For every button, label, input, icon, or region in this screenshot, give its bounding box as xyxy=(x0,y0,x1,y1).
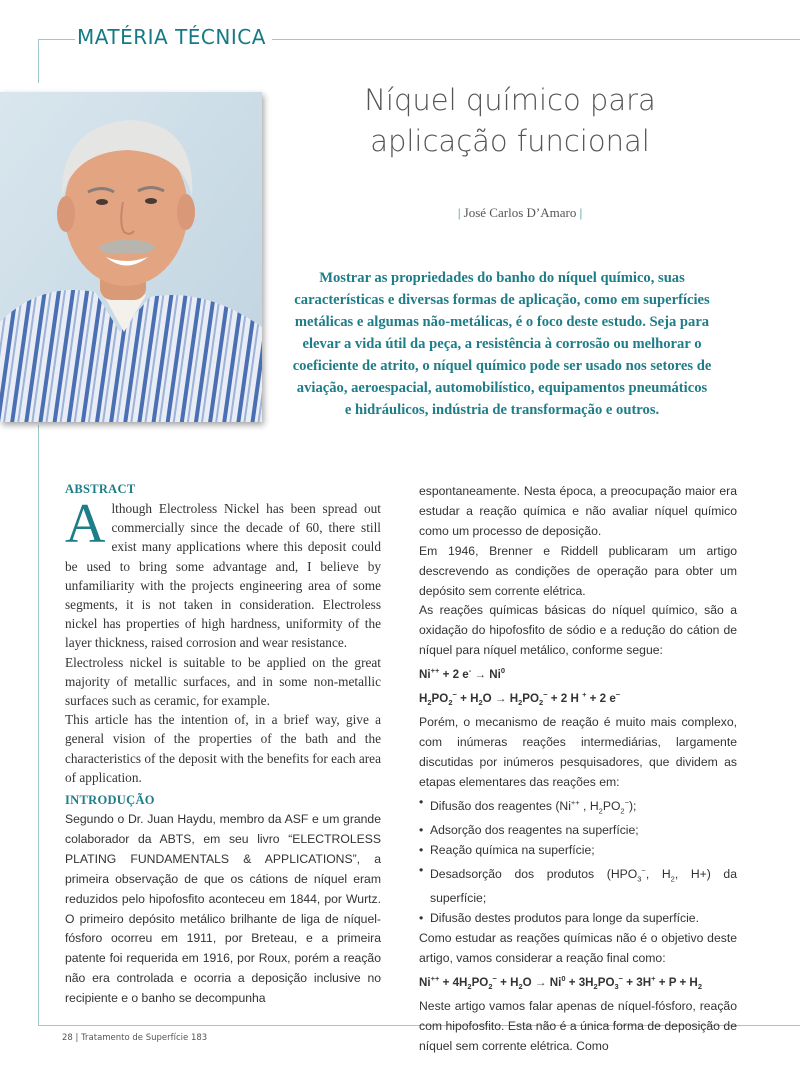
lead-paragraph: Mostrar as propriedades do banho do níquel químico, suas características e diversas formas de aplicação, como em superfícies metálicas e algumas não-metálicas, é o foco deste estudo. Seja para elevar a vida útil da peça, a resistência à corrosão ou melhorar o coeficiente de atrito, o níquel químico pode ser usado nos setores de aviação, aeroespacial, automobilístico, equipamentos pneumáticos e hidráulicos, indústria de transformação e outros. xyxy=(292,270,712,418)
section-label: MATÉRIA TÉCNICA xyxy=(75,25,272,49)
article-title xyxy=(300,80,720,162)
reaction-hypophosphite-oxidation: $H_2PO_2^- + H_2O \to H_2PO_2^- + 2$ H + + 2 e− xyxy=(419,690,621,708)
abstract-heading: ABSTRACT xyxy=(65,482,136,496)
left-column xyxy=(65,482,381,1009)
right-column xyxy=(419,482,737,1057)
frame-rule-left xyxy=(38,425,39,1025)
title-line-2: aplicação funcional xyxy=(370,124,650,158)
author-name: José Carlos D’Amaro xyxy=(463,205,577,220)
list-item: • Adsorção dos reagentes na superfície; xyxy=(419,821,737,841)
reaction-final: $Ni^{++} + 4H_2PO_2^- + H_2O \to Ni^0 + 3H_2PO_3^- + 3H^+ + P + H_2$ xyxy=(419,974,702,992)
body-paragraph-5: Como estudar as reações químicas não é o objetivo deste artigo, vamos considerar a reação final como: xyxy=(419,931,737,966)
drop-cap: A xyxy=(65,493,106,555)
body-paragraph-3: As reações químicas básicas do níquel químico, são a oxidação do hipofosfito de sódio e a redução do cátion de níquel para níquel metálico, conforme segue: xyxy=(419,603,737,658)
list-item: • Desadsorção dos produtos ($HPO_3^-$, $H_2$, H+) da superfície; xyxy=(419,861,737,909)
author-byline xyxy=(380,205,660,221)
byline-bar-left: | xyxy=(457,205,461,220)
author-photo xyxy=(0,92,262,422)
body-paragraph-4: Porém, o mecanismo de reação é muito mais complexo, com inúmeras reações intermediárias, largamente discutidas por inúmeros pesquisadores, que dividem as etapas elementares das reações em: xyxy=(419,715,737,789)
abstract-paragraph-1-text: lthough Electroless Nickel has been spread out commercially since the decade of 60, there still exist many applications where this deposit could be used to bring some advantage and, I believe by unfamiliarity with the projects engineering area of some segments, it is not taken in consideration. Electroless nickel has properties of high hardness, uniformity of the layer thickness, raised corrosion and wear resistance. xyxy=(65,501,381,651)
body-paragraph-2: Em 1946, Brenner e Riddell publicaram um artigo descrevendo as condições de operação para obter um depósito sem corrente elétrica. xyxy=(419,543,737,598)
list-item: • Difusão dos reagentes (Ni++ , $H_2PO_2^-$); xyxy=(419,793,737,821)
introducao-paragraph-1: Segundo o Dr. Juan Haydu, membro da ASF e um grande colaborador da ABTS, em seu livro “ELECTROLESS PLATING FUNDAMENTALS & APPLICATIONS”, a primeira observação de que os cátions de níquel eram reduzidos pelo hipofosfito aconteceu em 1844, por Wurtz. O primeiro depósito metálico brilhante de liga de níquel-fósforo ocorreu em 1911, por Breteau, e a primeira patente foi requerida em 1916, por Roux, porém a reação não era controlada e ocorria a deposição inclusive no recipiente e o banho se decompunha xyxy=(65,812,381,1006)
title-line-1: Níquel químico para xyxy=(364,83,656,117)
body-paragraph-1: espontaneamente. Nesta época, a preocupação maior era estudar a reação química e não avaliar níquel químico como um processo de deposição. xyxy=(419,484,737,538)
abstract-paragraph-2: Electroless nickel is suitable to be applied on the great majority of metallic surfaces, and in some non-metallic surfaces such as ceramic, for example. xyxy=(65,654,381,709)
reaction-steps-list xyxy=(419,793,737,929)
introducao-heading: INTRODUÇÃO xyxy=(65,793,155,808)
abstract-paragraph-1 xyxy=(65,493,381,653)
abstract-paragraph-3: This article has the intention of, in a brief way, give a general vision of the properties of the bath and the characteristics of the deposit with the benefits for each area of application. xyxy=(65,712,381,785)
header-rule-left xyxy=(38,39,39,83)
byline-bar-right: | xyxy=(579,205,583,220)
body-paragraph-6: Neste artigo vamos falar apenas de níquel-fósforo, reação com hipofosfito. Esta não é a única forma de deposição de níquel sem corrente elétrica. Como xyxy=(419,999,737,1054)
reaction-nickel-reduction: Ni++ + 2 $e^- \to Ni^0$ xyxy=(419,666,506,682)
list-item: • Difusão destes produtos para longe da superfície. xyxy=(419,909,737,929)
list-item: • Reação química na superfície; xyxy=(419,841,737,861)
page-footer: 28 | Tratamento de Superfície 183 xyxy=(62,1033,208,1043)
